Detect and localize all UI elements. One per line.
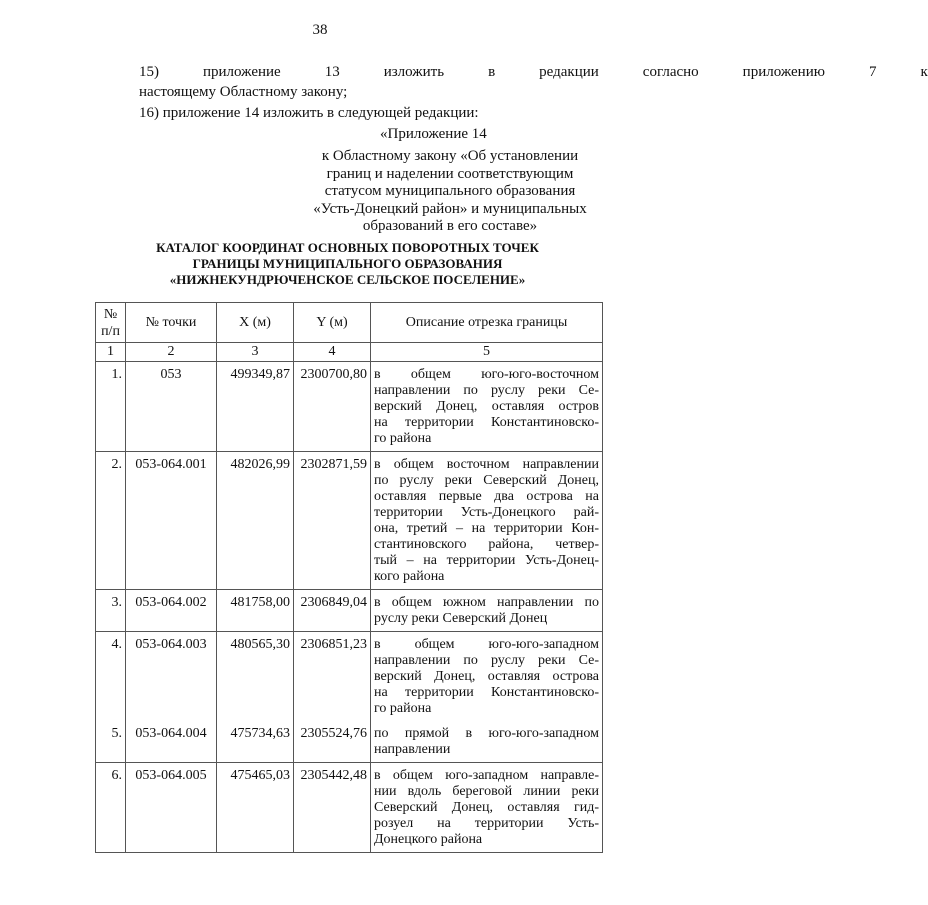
row-y: 2302871,59: [294, 452, 371, 590]
description-line: го района: [374, 701, 432, 716]
heading-line: «НИЖНЕКУНДРЮЧЕНСКОЕ СЕЛЬСКОЕ ПОСЕЛЕНИЕ»: [169, 272, 526, 287]
colnum-4: 4: [294, 343, 371, 362]
appendix-title: «Приложение 14: [380, 126, 487, 142]
table-row: [96, 632, 603, 722]
description-line: направлении по руслу реки Се-: [374, 383, 599, 398]
appendix-line: образований в его составе»: [362, 218, 538, 234]
header-y: Y (м): [294, 303, 371, 343]
heading-line: КАТАЛОГ КООРДИНАТ ОСНОВНЫХ ПОВОРОТНЫХ ТОЧЕК: [156, 240, 539, 255]
page-number: 38: [312, 22, 328, 38]
colnum-5: 5: [371, 343, 603, 362]
header-x: X (м): [217, 303, 294, 343]
catalog-heading: [95, 240, 600, 288]
colnum-1: 1: [96, 343, 126, 362]
appendix-reference: [300, 148, 600, 236]
row-point: 053-064.001: [126, 452, 217, 590]
paragraph-15-word: приложению: [742, 64, 825, 80]
table-row: [96, 452, 603, 590]
table-row: [96, 721, 603, 763]
header-description: Описание отрезка границы: [371, 303, 603, 343]
table-header-row: [96, 303, 603, 343]
description-line: кого района: [374, 569, 445, 584]
paragraph-15-word: 7: [868, 64, 877, 80]
description-line: руслу реки Северский Донец: [374, 611, 548, 626]
row-num: 4.: [96, 632, 126, 722]
row-description: [371, 721, 603, 763]
table-body: [96, 362, 603, 853]
row-x: 481758,00: [217, 590, 294, 632]
description-line: верский Донец, оставляя острова: [374, 669, 599, 684]
row-point: 053-064.005: [126, 763, 217, 853]
header-num: [96, 303, 126, 343]
paragraph-15-word: в: [488, 64, 496, 80]
row-num: 2.: [96, 452, 126, 590]
row-num: 5.: [96, 721, 126, 763]
row-num: 1.: [96, 362, 126, 452]
appendix-line: «Усть-Донецкий район» и муниципальных: [313, 200, 587, 217]
paragraph-15-word: изложить: [383, 64, 445, 80]
description-line: нии вдоль береговой линии реки: [374, 784, 599, 799]
row-y: 2305524,76: [294, 721, 371, 763]
row-x: 475465,03: [217, 763, 294, 853]
paragraph-15-line2: настоящему Областному закону;: [139, 84, 348, 100]
row-point: 053-064.003: [126, 632, 217, 722]
header-num-line2: п/п: [101, 323, 120, 339]
row-y: 2300700,80: [294, 362, 371, 452]
row-point: 053-064.004: [126, 721, 217, 763]
heading-line: ГРАНИЦЫ МУНИЦИПАЛЬНОГО ОБРАЗОВАНИЯ: [192, 256, 503, 271]
paragraph-15: [95, 62, 928, 102]
coordinates-table: [95, 302, 603, 853]
row-x: 475734,63: [217, 721, 294, 763]
description-line: по прямой в юго-юго-западном: [374, 726, 599, 741]
row-num: 6.: [96, 763, 126, 853]
appendix-line: к Областному закону «Об установлении: [321, 148, 579, 164]
table-row: [96, 763, 603, 853]
paragraph-15-word: 13: [324, 64, 340, 80]
description-line: в общем юго-западном направле-: [374, 768, 599, 783]
description-line: территории Усть-Донецкого рай-: [374, 505, 599, 520]
description-line: в общем юго-юго-западном: [374, 637, 599, 652]
description-line: го района: [374, 431, 432, 446]
paragraph-15-word: 15): [139, 64, 159, 80]
appendix-line: статусом муниципального образования: [324, 183, 576, 199]
paragraph-15-word: редакции: [539, 64, 599, 80]
row-description: [371, 763, 603, 853]
description-line: Северский Донец, оставляя гид-: [374, 800, 599, 815]
description-line: розуел на территории Усть-: [374, 816, 599, 831]
row-point: 053-064.002: [126, 590, 217, 632]
colnum-3: 3: [217, 343, 294, 362]
row-y: 2306851,23: [294, 632, 371, 722]
row-y: 2306849,04: [294, 590, 371, 632]
description-line: верский Донец, оставляя остров: [374, 399, 599, 414]
description-line: она, третий – на территории Кон-: [374, 521, 599, 536]
row-num: 3.: [96, 590, 126, 632]
row-x: 499349,87: [217, 362, 294, 452]
description-line: в общем юго-юго-восточном: [374, 367, 599, 382]
table-row: [96, 590, 603, 632]
description-line: тый – на территории Усть-Донец-: [374, 553, 599, 568]
header-point: № точки: [126, 303, 217, 343]
paragraph-16: 16) приложение 14 изложить в следующей редакции:: [139, 105, 479, 121]
description-line: в общем восточном направлении: [374, 457, 599, 472]
row-description: [371, 362, 603, 452]
row-y: 2305442,48: [294, 763, 371, 853]
row-x: 482026,99: [217, 452, 294, 590]
description-line: по руслу реки Северский Донец,: [374, 473, 599, 488]
paragraph-15-word: приложение: [203, 64, 281, 80]
description-line: направлении по руслу реки Се-: [374, 653, 599, 668]
row-x: 480565,30: [217, 632, 294, 722]
paragraph-15-line1: [95, 62, 928, 82]
table-row: [96, 362, 603, 452]
paragraph-15-word: к: [920, 64, 928, 80]
row-description: [371, 590, 603, 632]
table-colnum-row: [96, 343, 603, 362]
description-line: на территории Константиновско-: [374, 415, 599, 430]
description-line: в общем южном направлении по: [374, 595, 599, 610]
description-line: Донецкого района: [374, 832, 483, 847]
description-line: стантиновского района, четвер-: [374, 537, 599, 552]
description-line: оставляя первые два острова на: [374, 489, 599, 504]
colnum-2: 2: [126, 343, 217, 362]
row-point: 053: [126, 362, 217, 452]
description-line: направлении: [374, 742, 451, 757]
row-description: [371, 452, 603, 590]
header-num-line1: №: [103, 306, 118, 322]
description-line: на территории Константиновско-: [374, 685, 599, 700]
row-description: [371, 632, 603, 722]
appendix-line: границ и наделении соответствующим: [326, 165, 574, 182]
paragraph-15-word: согласно: [642, 64, 699, 80]
